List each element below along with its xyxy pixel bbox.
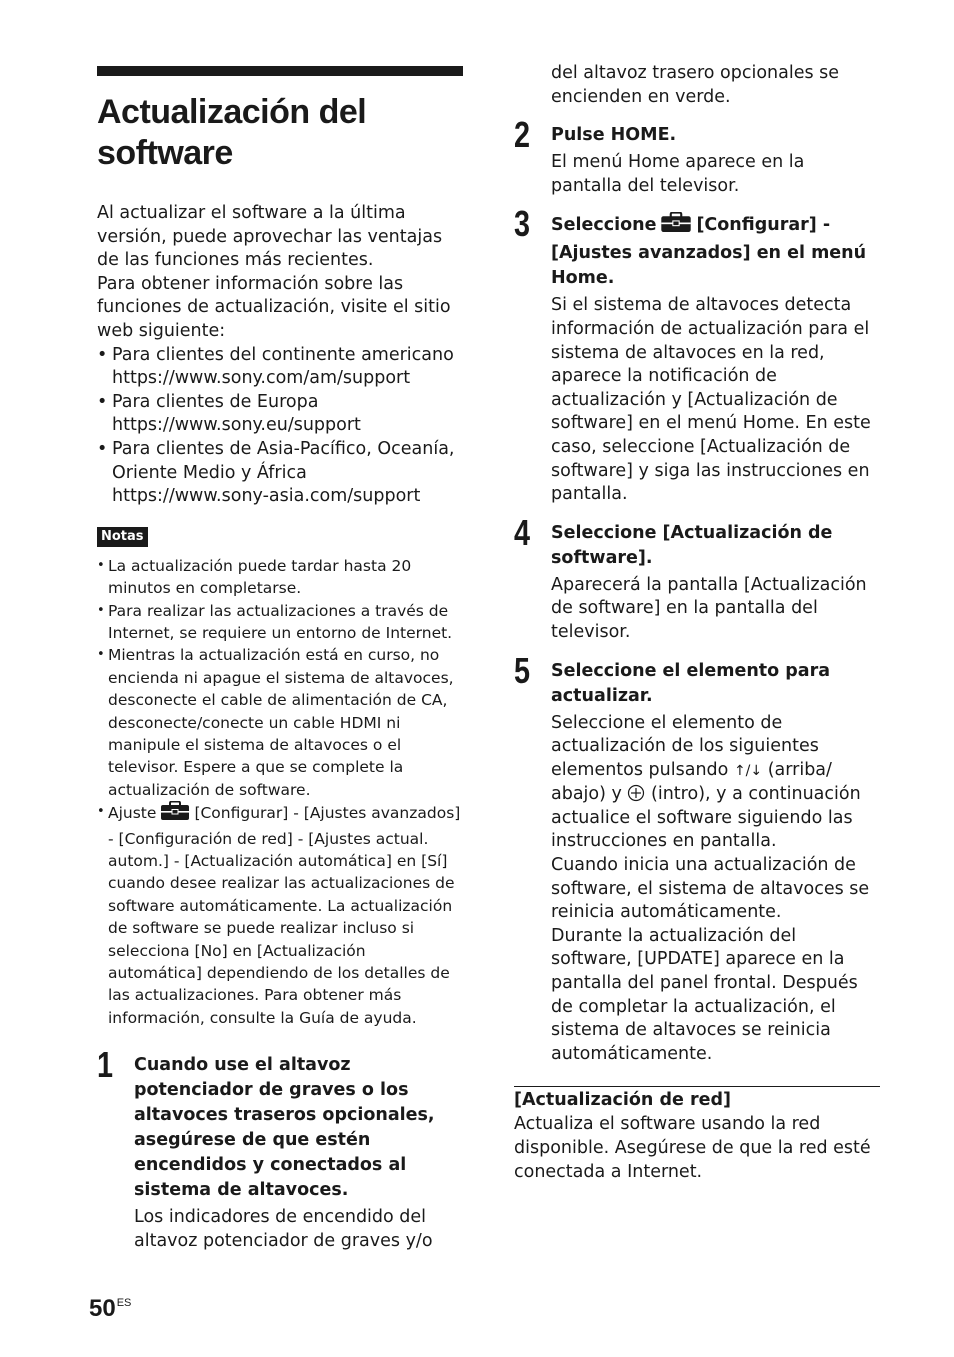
page-number: $50^{ES}$	[89, 1295, 132, 1322]
step-number: 3	[514, 203, 531, 245]
step-1-continuation: del altavoz trasero opcionales se encienden en verde.	[551, 63, 840, 107]
step-heading: Pulse HOME.	[551, 125, 677, 146]
support-label: Para clientes de Asia-Pacífico, Oceanía, Oriente Medio y África	[112, 438, 455, 483]
step-4	[514, 511, 880, 645]
note-item: • La actualización puede tardar hasta 20 minutos en completarse.	[97, 556, 412, 598]
support-url[interactable]: https://www.sony-asia.com/support	[112, 486, 421, 507]
toolbox-icon	[660, 212, 692, 241]
right-column	[514, 62, 880, 1184]
up-down-arrows-icon: ↑/↓	[733, 762, 763, 779]
step-1	[97, 1044, 463, 1253]
support-url[interactable]: https://www.sony.eu/support	[112, 415, 361, 436]
support-label: Para clientes del continente americano	[112, 344, 454, 365]
step-heading: Cuando use el altavoz potenciador de graves o los altavoces traseros opcionales, asegúrese de que estén encendidos y conectados al sistema de altavoces.	[134, 1055, 435, 1201]
support-label: Para clientes de Europa	[112, 391, 319, 412]
intro-paragraph-1: Al actualizar el software a la última versión, puede aprovechar las ventajas de las funciones más recientes.	[97, 203, 443, 271]
step-body: Aparecerá la pantalla [Actualización de software] en la pantalla del televisor.	[551, 574, 867, 642]
note-item: • Para realizar las actualizaciones a través de Internet, se requiere un entorno de Internet.	[97, 601, 453, 642]
step-5	[514, 649, 880, 1067]
step-body: Seleccione el elemento de actualización de los siguientes elementos pulsando ↑/↓ (arriba/ abajo) y (intro), y a continuación actualice el software siguiendo las instrucciones en pantalla. Cuando inicia una actualización de software, el sistema de altavoces se reinicia automáticamente. Durante la actualización del software, [UPDATE] aparece en la pantalla del panel frontal. Después de completar la actualización, el sistema de altavoces se reinicia automáticamente.	[551, 712, 870, 1064]
support-item-americas: • Para clientes del continente americano https://www.sony.com/am/support	[97, 344, 454, 389]
intro-paragraph-2: Para obtener información sobre las funciones de actualización, visite el sitio web siguiente:	[97, 273, 451, 341]
note-item: • Mientras la actualización está en curso, no encienda ni apague el sistema de altavoces, desconecte el cable de alimentación de CA, desconecte/conecte un cable HDMI ni manipule el sistema de altavoces o el televisor. Espere a que se complete la actualización de software.	[97, 646, 454, 799]
title-rule	[97, 66, 463, 76]
section-title: [Actualización de red]	[514, 1090, 731, 1111]
step-number: 5	[514, 649, 531, 691]
step-number: 4	[514, 511, 531, 553]
support-item-europe: • Para clientes de Europa https://www.sony.eu/support	[97, 391, 361, 436]
step-number: 2	[514, 114, 531, 156]
step-3	[514, 203, 880, 506]
page-title: Actualización del software	[97, 93, 367, 172]
step-body: Si el sistema de altavoces detecta información de actualización para el sistema de altavoces en la red, aparece la notificación de actualización y [Actualización de software] en el menú Home. En este caso, seleccione [Actualización de software] y siga las instrucciones en pantalla.	[551, 295, 871, 505]
notes-list	[97, 555, 463, 1030]
notes-badge: Notas	[97, 527, 148, 547]
intro	[97, 202, 463, 509]
page-lang: ES	[116, 1297, 132, 1309]
step-heading: Seleccione el elemento para actualizar.	[551, 660, 831, 706]
step-body: Los indicadores de encendido del altavoz potenciador de graves y/o	[134, 1207, 433, 1251]
step-body: El menú Home aparece en la pantalla del televisor.	[551, 152, 805, 196]
enter-icon	[627, 784, 645, 804]
step-2	[514, 114, 880, 198]
left-column	[97, 66, 463, 1253]
support-item-asia: • Para clientes de Asia-Pacífico, Oceanía, Oriente Medio y África https://www.sony-asia.com/support	[97, 438, 455, 507]
section-body: Actualiza el software usando la red disponible. Asegúrese de que la red esté conectada a Internet.	[514, 1114, 871, 1182]
step-number: 1	[97, 1044, 114, 1086]
step-heading: Seleccione [Configurar] - [Ajustes avanzados] en el menú Home.	[551, 212, 880, 291]
toolbox-icon	[160, 801, 190, 827]
support-url[interactable]: https://www.sony.com/am/support	[112, 368, 411, 389]
support-links	[97, 344, 463, 509]
note-item: • Ajuste [Configurar] - [Ajustes avanzados] - [Configuración de red] - [Ajustes actual. autom.] - [Actualización automática] en [Sí] cuando desee realizar las actualizaciones de software automáticamente. La actualización de software se puede realizar incluso si selecciona [No] en [Actualización automática] dependiendo de los detalles de las actualizaciones. Para obtener más información, consulte la Guía de ayuda.	[97, 801, 463, 1029]
step-heading: Seleccione [Actualización de software].	[551, 522, 833, 568]
